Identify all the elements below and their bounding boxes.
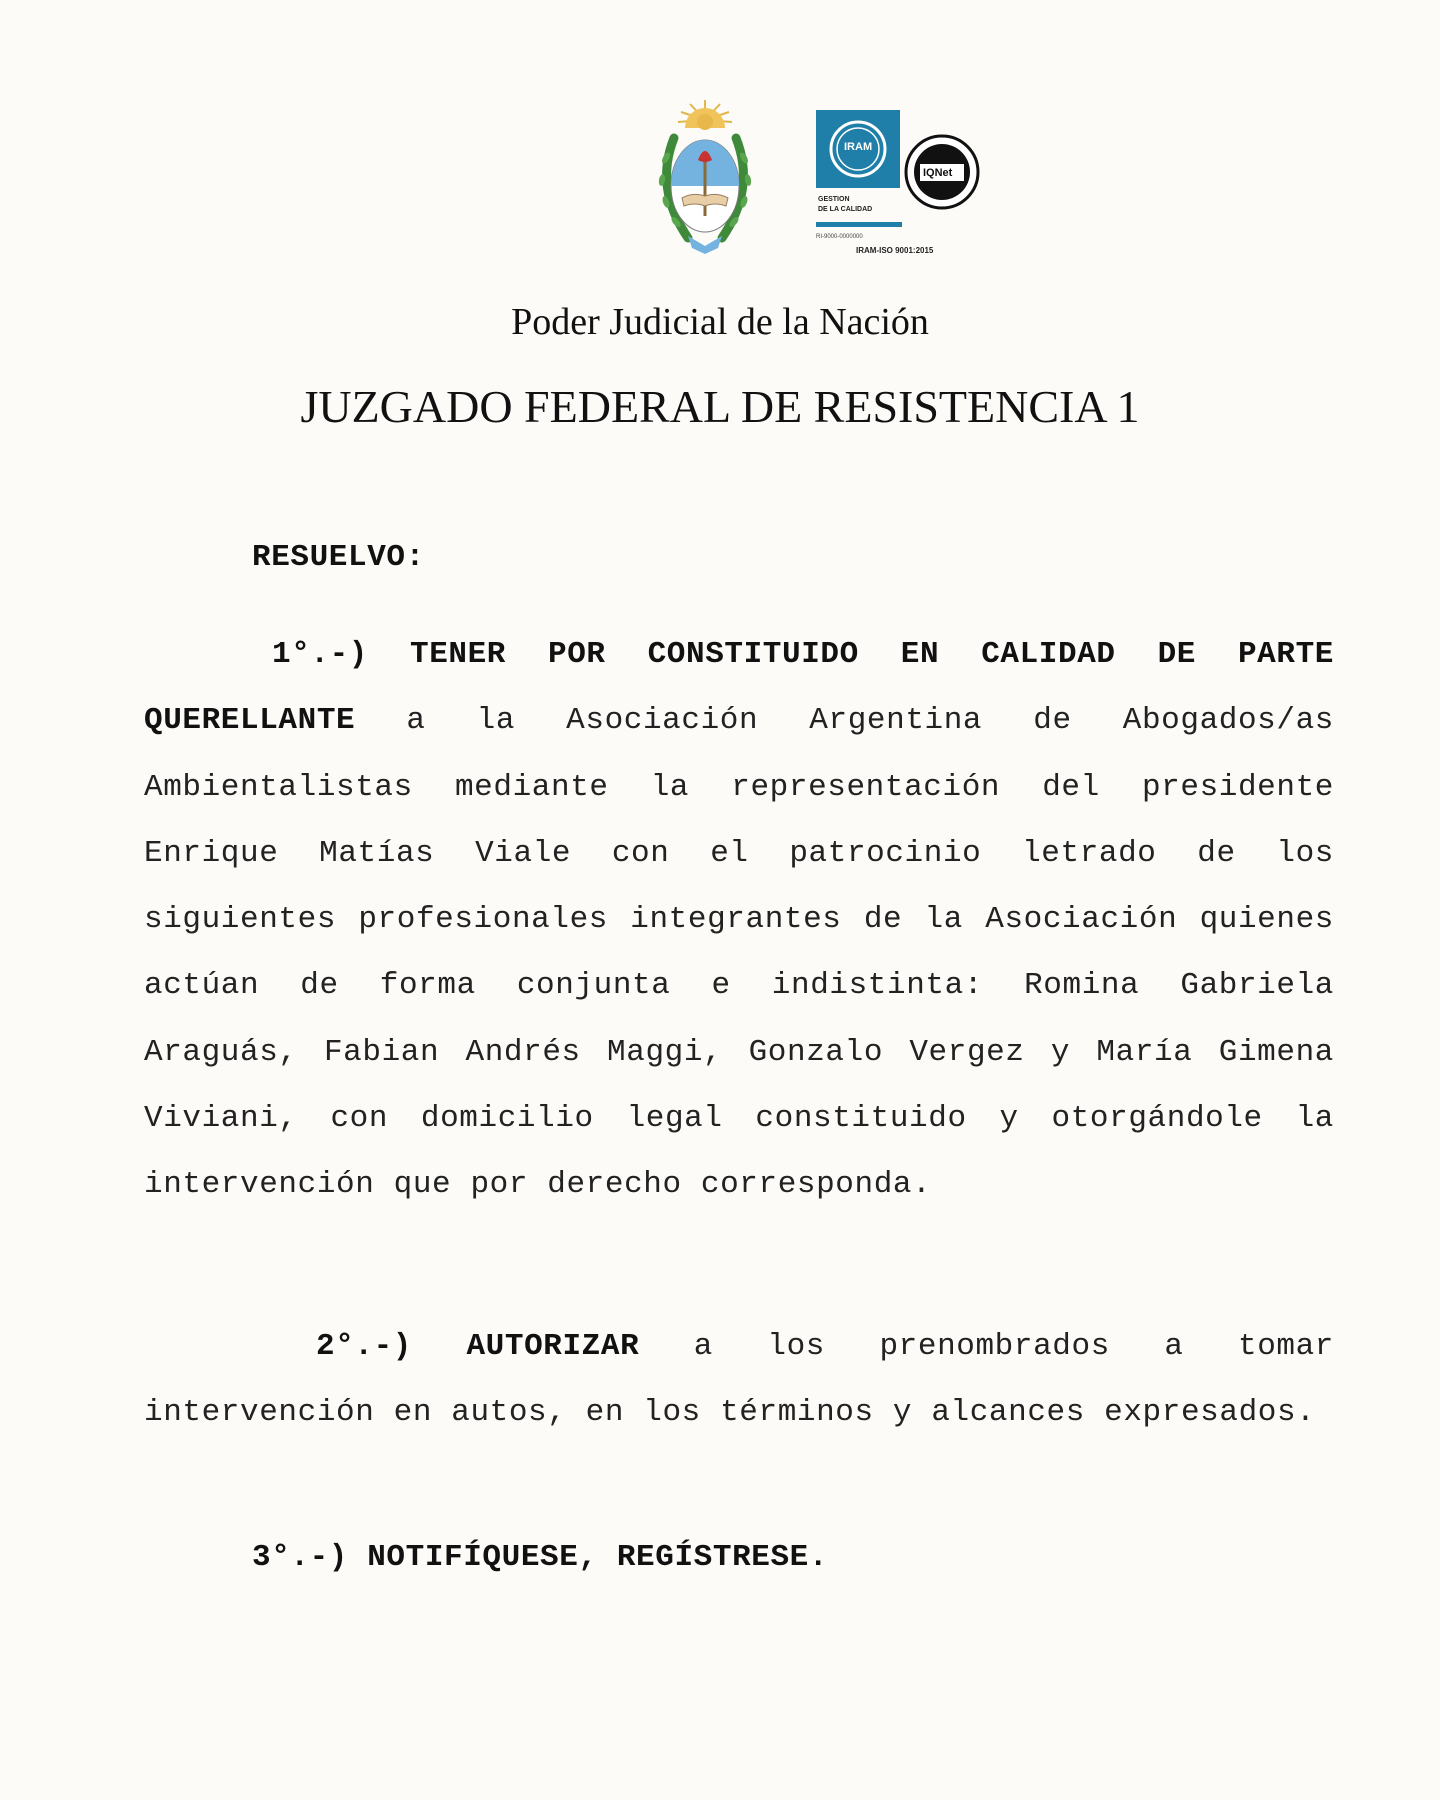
resolution-heading: RESUELVO: xyxy=(252,540,425,575)
item2-text: a los prenombrados a tomar intervención en autos, en los términos y alcances expresados. xyxy=(144,1329,1335,1431)
iqnet-logo-text: IQNet xyxy=(923,167,953,179)
organization-name: Poder Judicial de la Nación xyxy=(511,301,929,343)
item3-number: 3°.-) xyxy=(252,1540,349,1575)
resolution-item-2 xyxy=(144,1314,1334,1447)
iram-logo-graphic xyxy=(812,110,982,236)
court-name: JUZGADO FEDERAL DE RESISTENCIA 1 xyxy=(300,381,1140,432)
item2-number: 2°.-) xyxy=(316,1329,413,1364)
item1-text: a la Asociación Argentina de Abogados/as Ambientalistas mediante la representación del presidente Enrique Matías Viale con el patrocinio letrado de los siguientes profesionales integrantes de la Asociación quienes actúan de forma conjunta e indistinta: Romina Gabriela Araguás, Fabian Andrés Maggi, Gonzalo Vergez y María Gimena Viviani, con domicilio legal constituido y otorgándole la intervención que por derecho corresponda. xyxy=(144,703,1334,1203)
item2-bold-text: AUTORIZAR xyxy=(466,1329,640,1364)
iram-standard: IRAM-ISO 9001:2015 xyxy=(856,246,934,255)
argentina-coat-of-arms-icon xyxy=(648,98,762,258)
header-logos xyxy=(0,98,1440,268)
iram-cert-number: RI-9000-0000000 xyxy=(816,234,863,240)
iram-caption-line1: GESTION xyxy=(818,196,850,203)
item1-number: 1°.-) xyxy=(272,637,369,672)
resolution-item-3 xyxy=(252,1540,828,1575)
item3-bold-text: NOTIFÍQUESE, REGÍSTRESE. xyxy=(367,1540,829,1575)
iram-logo-text: IRAM xyxy=(844,141,873,153)
iram-caption-line2: DE LA CALIDAD xyxy=(818,206,873,213)
iram-certification-logo-icon xyxy=(812,110,982,260)
item1-bold-text: TENER POR CONSTITUIDO EN CALIDAD DE PARTE QUERELLANTE xyxy=(144,637,1334,739)
resolution-item-1 xyxy=(144,622,1334,1219)
